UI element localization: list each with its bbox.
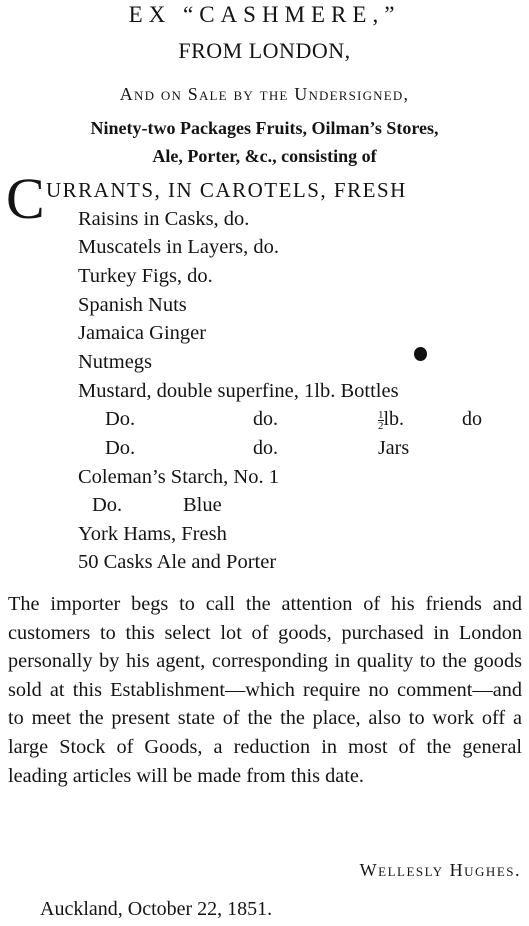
ditto-label: do.	[253, 408, 278, 430]
list-item-raisins: Raisins in Casks, do.	[78, 208, 250, 230]
list-item-currants: URRANTS, IN CAROTELS, FRESH	[46, 178, 407, 202]
weight-label: $\frac{1}{2}$ lb.	[378, 408, 405, 432]
body-paragraph: The importer begs to call the attention of his friends and customers to this select lot of goods, purchased in London personally by his agent, corresponding in quality to the goods sold at this Establishment—which require no comment—and to meet the present state of the the place, also to work off a large Stock of Goods, a reduction in most of the general leading articles will be made from this date.	[8, 593, 522, 787]
origin-line: FROM LONDON,	[178, 38, 351, 63]
goods-heading-line-1: Ninety-two Packages Fruits, Oilman’s Stores,	[90, 118, 439, 138]
sale-line: And on Sale by the Undersigned,	[119, 84, 410, 104]
ditto-label: Do.	[92, 494, 123, 516]
dateline: Auckland, October 22, 1851.	[40, 898, 273, 920]
list-item-mustard: Mustard, double superfine, 1lb. Bottles	[78, 380, 399, 402]
list-item-ginger: Jamaica Ginger	[78, 322, 207, 344]
list-item-nutmegs: Nutmegs	[78, 351, 153, 373]
page-title: EX “CASHMERE,”	[128, 2, 401, 27]
ditto-label: Do.	[105, 408, 136, 430]
list-item-starch: Coleman’s Starch, No. 1	[78, 466, 279, 488]
ditto-label: do.	[253, 437, 278, 459]
ink-blot	[414, 347, 427, 361]
list-item-figs: Turkey Figs, do.	[78, 265, 213, 287]
list-item-hams: York Hams, Fresh	[78, 523, 227, 545]
list-item-muscatels: Muscatels in Layers, do.	[78, 236, 279, 258]
goods-heading-line-2: Ale, Porter, &c., consisting of	[152, 146, 377, 166]
list-item-ale: 50 Casks Ale and Porter	[78, 551, 277, 573]
ditto-label: do	[462, 408, 482, 430]
signature: Wellesly Hughes.	[359, 860, 521, 880]
list-item-nuts: Spanish Nuts	[78, 294, 187, 316]
variant-label: Blue	[183, 494, 222, 516]
container-label: Jars	[378, 437, 410, 459]
fraction: $\frac{1}{2}$	[378, 408, 384, 432]
ditto-label: Do.	[105, 437, 136, 459]
drop-cap: C	[6, 166, 45, 231]
